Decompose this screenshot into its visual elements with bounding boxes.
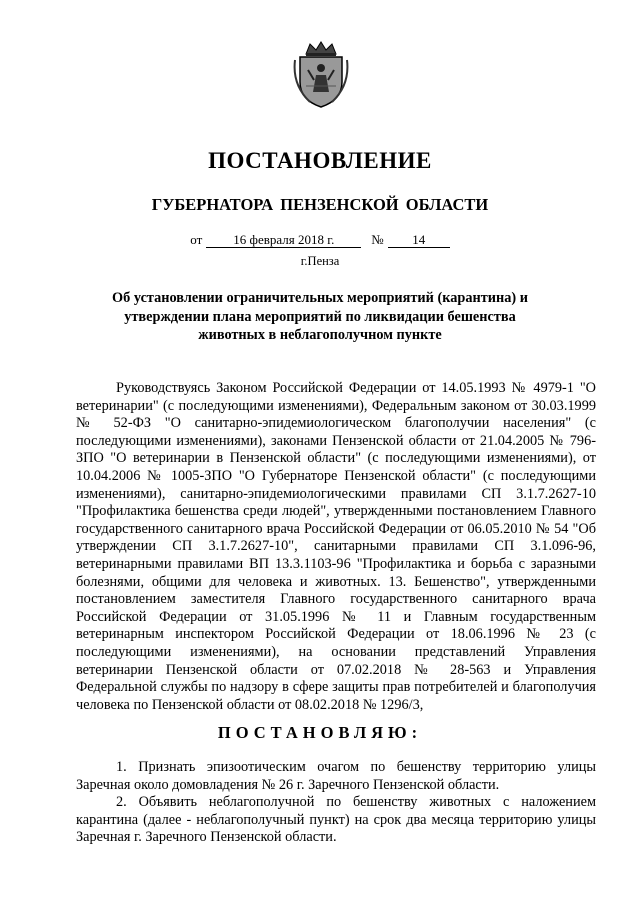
decree-word: ПОСТАНОВЛЯЮ: — [217, 723, 423, 742]
preamble-paragraph: Руководствуясь Законом Российской Федерации от 14.05.1993 № 4979-1 "О ветеринарии" (с последующими изменениями), Федеральным законом от 30.03.1999 № 52-ФЗ "О санитарно-эпидемиологическом благополучии населения" (с последующими изменениями), законами Пензенской области от 21.04.2005 № 796-ЗПО "О ветеринарии в Пензенской области" (с последующими изменениями), от 10.04.2006 № 1005-ЗПО "О Губернаторе Пензенской области" (с последующими изменениями), санитарно-эпидемиологическими правилами СП 3.1.7.2627-10 "Профилактика бешенства среди людей", утвержденными постановлением Главного государственного санитарного врача Российской Федерации от 06.05.2010 № 54 "Об утверждении СП 3.1.7.2627-10", санитарными правилами СП 3.1.096-96, ветеринарными правилами ВП 13.3.1103-96 "Профилактика и борьба с заразными болезнями, общими для человека и животных. 13. Бешенство", утвержденными постановлением заместителя Главного государственного санитарного врача Российской Федерации от 31.05.1996 № 11 и Главным государственным ветеринарным инспектором Российской Федерации от 18.06.1996 № 23 (с последующими изменениями), на основании представлений Управления ветеринарии Пензенской области от 07.02.2018 № 28-563 и Управления Федеральной службы по надзору в сфере защиты прав потребителей и благополучия человека по Пензенской области от 08.02.2018 № 1296/3, — [76, 380, 596, 713]
document-date: 16 февраля 2018 г. — [206, 232, 361, 248]
document-number: 14 — [388, 232, 450, 248]
decree-item-2: 2. Объявить неблагополучной по бешенству животных с наложением карантина (далее - неблагополучный пункт) на срок два месяца территорию улицы Заречная г. Заречного Пензенской области. — [76, 794, 596, 846]
decree-items — [76, 759, 596, 847]
document-title: ПОСТАНОВЛЕНИЕ — [208, 148, 432, 173]
date-prefix: от — [190, 232, 203, 247]
document-heading: Об установлении ограничительных мероприятий (карантина) и утверждении плана мероприятий по ликвидации бешенства животных в неблагополучном пункте — [112, 290, 528, 343]
issuer-subtitle: ГУБЕРНАТОРА ПЕНЗЕНСКОЙ ОБЛАСТИ — [151, 195, 489, 214]
preamble — [76, 380, 596, 714]
city: г.Пенза — [300, 254, 340, 268]
penza-region-coat-of-arms-icon — [292, 40, 350, 110]
number-label: № — [371, 232, 384, 247]
decree-item-1: 1. Признать эпизоотическим очагом по бешенству территорию улицы Заречная около домовладения № 26 г. Заречного Пензенской области. — [76, 759, 596, 793]
date-number-line — [0, 232, 640, 248]
